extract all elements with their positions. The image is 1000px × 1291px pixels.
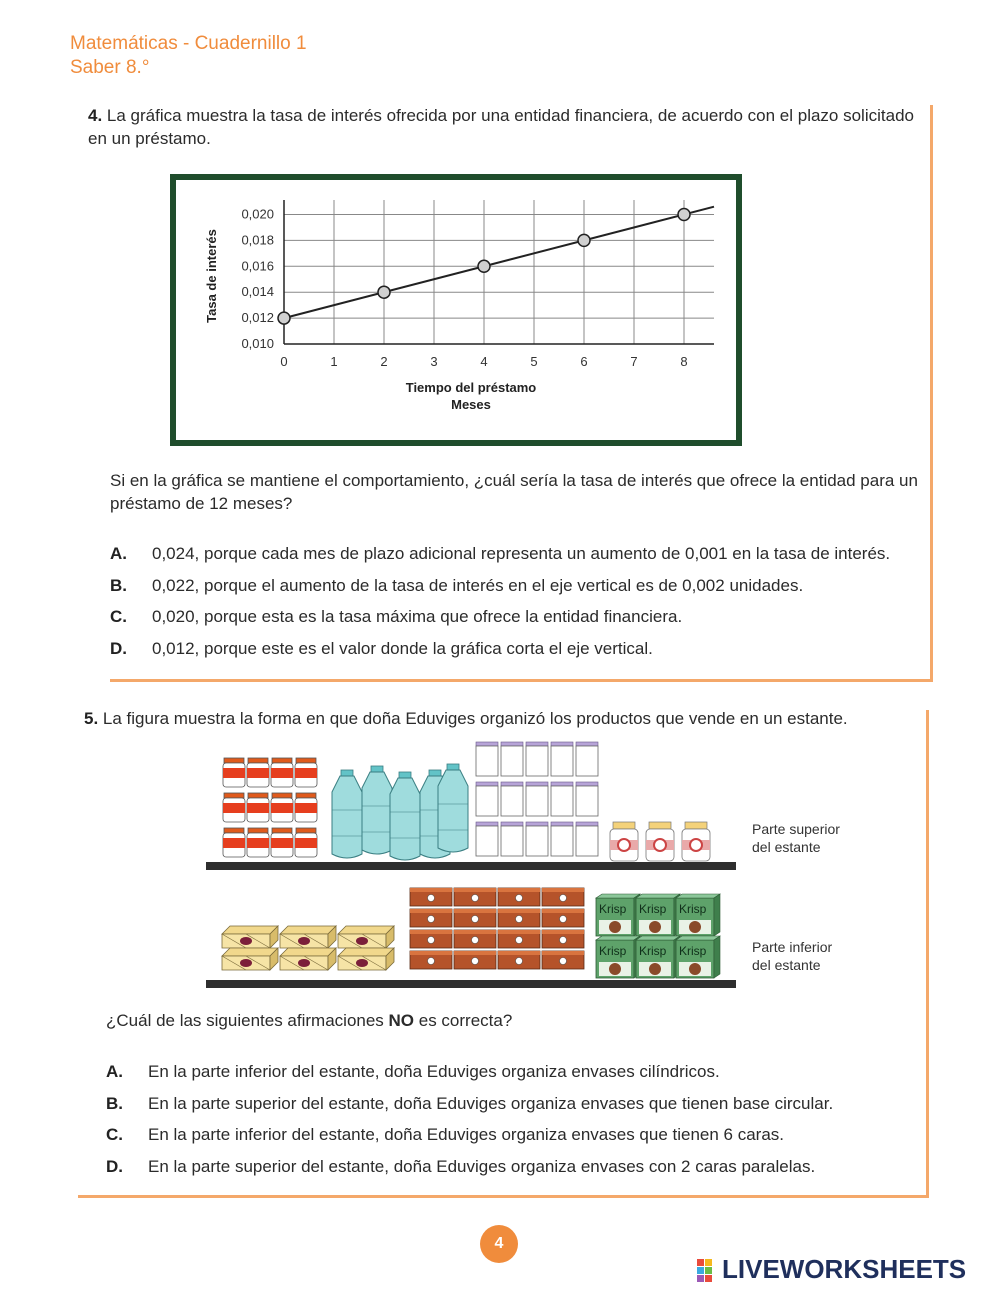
liveworksheets-logo-icon bbox=[697, 1259, 721, 1283]
option-text: 0,024, porque cada mes de plazo adicional representa un aumento de 0,001 en la tasa de interés. bbox=[152, 544, 891, 563]
question-5-question-post: es correcta? bbox=[414, 1011, 513, 1030]
header-grade: Saber 8.° bbox=[70, 57, 150, 78]
small-jar-group bbox=[610, 822, 710, 861]
option-text: 0,012, porque este es el valor donde la gráfica corta el eje vertical. bbox=[152, 639, 653, 658]
x-axis-label: Tiempo del préstamo bbox=[405, 380, 537, 395]
x-tick-label: 1 bbox=[330, 354, 338, 369]
data-point bbox=[678, 208, 690, 220]
x-tick-label: 7 bbox=[630, 354, 638, 369]
glass-stack bbox=[476, 742, 598, 856]
option-letter: A. bbox=[110, 544, 127, 563]
data-point bbox=[478, 260, 490, 272]
x-tick-label: 5 bbox=[530, 354, 538, 369]
option-text: En la parte superior del estante, doña Eduviges organiza envases que tienen base circular. bbox=[148, 1094, 834, 1113]
option-text: En la parte inferior del estante, doña Eduviges organiza envases cilíndricos. bbox=[148, 1062, 720, 1081]
question-5-option-b[interactable] bbox=[106, 1093, 833, 1115]
prism-stack bbox=[222, 926, 394, 970]
series-line bbox=[284, 207, 714, 318]
jar-stack bbox=[223, 758, 317, 857]
box-brand: Krisp bbox=[599, 902, 627, 916]
question-5-question bbox=[106, 1009, 512, 1032]
x-tick-label: 0 bbox=[280, 354, 288, 369]
question-5-option-a[interactable] bbox=[106, 1061, 720, 1083]
y-axis-label: Tasa de interés bbox=[204, 229, 219, 323]
box-brand: Krisp bbox=[599, 944, 627, 958]
option-letter: B. bbox=[106, 1094, 123, 1113]
question-4-option-a[interactable] bbox=[110, 543, 890, 565]
option-letter: D. bbox=[106, 1157, 123, 1176]
question-5-number: 5. bbox=[84, 709, 99, 728]
shelf-bottom-label-line2: del estante bbox=[752, 957, 821, 973]
x-tick-label: 2 bbox=[380, 354, 388, 369]
option-letter: C. bbox=[110, 607, 127, 626]
option-letter: A. bbox=[106, 1062, 123, 1081]
option-letter: D. bbox=[110, 639, 127, 658]
box-brand: Krisp bbox=[639, 902, 667, 916]
data-point bbox=[278, 312, 290, 324]
shelf-top-label bbox=[752, 820, 840, 856]
x-tick-label: 4 bbox=[480, 354, 488, 369]
liveworksheets-brand[interactable]: LIVEWORKSHEETS bbox=[722, 1254, 967, 1284]
question-5-option-c[interactable] bbox=[106, 1124, 784, 1146]
question-5-question-pre: ¿Cuál de las siguientes afirmaciones bbox=[106, 1011, 389, 1030]
shelf-bottom-label-line1: Parte inferior bbox=[752, 939, 833, 955]
option-text: En la parte superior del estante, doña Eduviges organiza envases con 2 caras paralelas. bbox=[148, 1157, 816, 1176]
shelf-top-label-line1: Parte superior bbox=[752, 821, 840, 837]
question-4-option-d[interactable] bbox=[110, 638, 653, 660]
header-subject: Matemáticas - Cuadernillo 1 bbox=[70, 33, 307, 54]
question-5-question-emphasis: NO bbox=[388, 1011, 415, 1030]
question-4-question: Si en la gráfica se mantiene el comportamiento, ¿cuál sería la tasa de interés que ofrece la entidad para un préstamo de 12 meses? bbox=[110, 471, 918, 513]
option-text: En la parte inferior del estante, doña Eduviges organiza envases que tienen 6 caras. bbox=[148, 1125, 785, 1144]
page-number: 4 bbox=[480, 1225, 518, 1263]
box-brand: Krisp bbox=[679, 944, 707, 958]
option-letter: C. bbox=[106, 1125, 123, 1144]
box-brand: Krisp bbox=[639, 944, 667, 958]
data-point bbox=[578, 234, 590, 246]
shelf-illustration bbox=[200, 738, 740, 994]
question-5-option-d[interactable] bbox=[106, 1156, 815, 1178]
x-axis-unit-label: Meses bbox=[451, 397, 491, 412]
question-4-option-b[interactable] bbox=[110, 575, 803, 597]
shelf-top-label-line2: del estante bbox=[752, 839, 821, 855]
chart-svg bbox=[176, 180, 736, 440]
top-shelf-board bbox=[206, 862, 736, 870]
y-tick-label: 0,018 bbox=[241, 232, 274, 248]
y-tick-label: 0,016 bbox=[241, 258, 274, 274]
question-4-prompt-text: La gráfica muestra la tasa de interés ofrecida por una entidad financiera, de acuerdo con el plazo solicitado en un préstamo. bbox=[88, 106, 914, 148]
question-4-option-c[interactable] bbox=[110, 606, 682, 628]
data-point bbox=[378, 286, 390, 298]
question-5-prompt-text: La figura muestra la forma en que doña Eduviges organizó los productos que vende en un estante. bbox=[102, 709, 848, 728]
question-5-prompt bbox=[84, 707, 914, 730]
box-brand: Krisp bbox=[679, 902, 707, 916]
option-letter: B. bbox=[110, 576, 127, 595]
cereal-box-stack bbox=[596, 894, 720, 978]
option-text: 0,022, porque el aumento de la tasa de interés en el eje vertical es de 0,002 unidades. bbox=[152, 576, 804, 595]
x-tick-label: 8 bbox=[680, 354, 688, 369]
y-tick-label: 0,012 bbox=[241, 310, 274, 326]
question-4-prompt bbox=[88, 104, 918, 150]
y-tick-label: 0,014 bbox=[241, 284, 274, 300]
question-4-number: 4. bbox=[88, 106, 103, 125]
y-tick-label: 0,020 bbox=[241, 206, 274, 222]
option-text: 0,020, porque esta es la tasa máxima que ofrece la entidad financiera. bbox=[152, 607, 683, 626]
crate-stack bbox=[410, 888, 584, 969]
bottle-group bbox=[332, 764, 468, 860]
y-tick-label: 0,010 bbox=[241, 336, 274, 351]
shelf-bottom-label bbox=[752, 938, 832, 974]
x-tick-label: 3 bbox=[430, 354, 438, 369]
bottom-shelf-board bbox=[206, 980, 736, 988]
x-tick-label: 6 bbox=[580, 354, 588, 369]
interest-rate-chart bbox=[170, 174, 742, 446]
